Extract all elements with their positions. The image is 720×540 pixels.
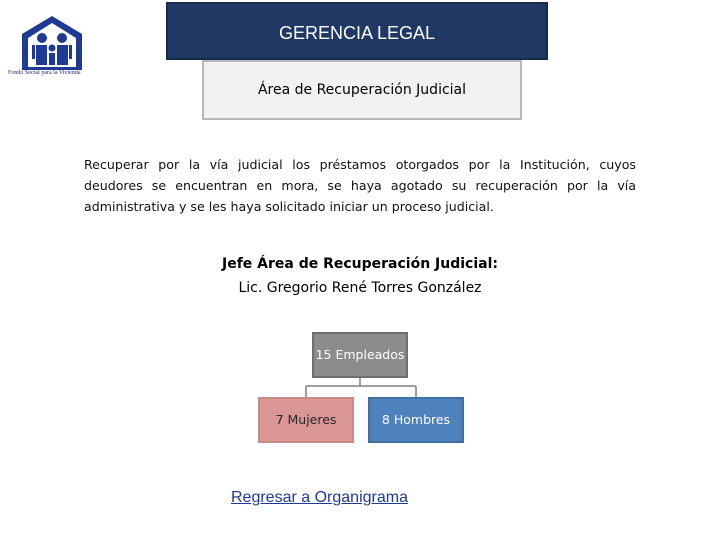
men-box: 8 Hombres — [368, 397, 464, 443]
head-title: Jefe Área de Recuperación Judicial: — [221, 256, 498, 272]
area-description: Recuperar por la vía judicial los préstamos otorgados por la Institución, cuyos deudores se encuentran en mora, se haya agotado su recuperación por la vía administrativa y se les haya solicitado iniciar un proceso judicial. — [84, 157, 636, 214]
total-employees-box: 15 Empleados — [312, 332, 408, 378]
section-title: Área de Recuperación Judicial — [202, 60, 522, 120]
logo-caption: Fondo Social para la Vivienda — [8, 70, 81, 76]
page-title: GERENCIA LEGAL — [166, 2, 548, 60]
head-name: Lic. Gregorio René Torres González — [238, 280, 482, 296]
back-to-org-chart-link[interactable]: Regresar a Organigrama — [231, 489, 408, 506]
women-box: 7 Mujeres — [258, 397, 354, 443]
